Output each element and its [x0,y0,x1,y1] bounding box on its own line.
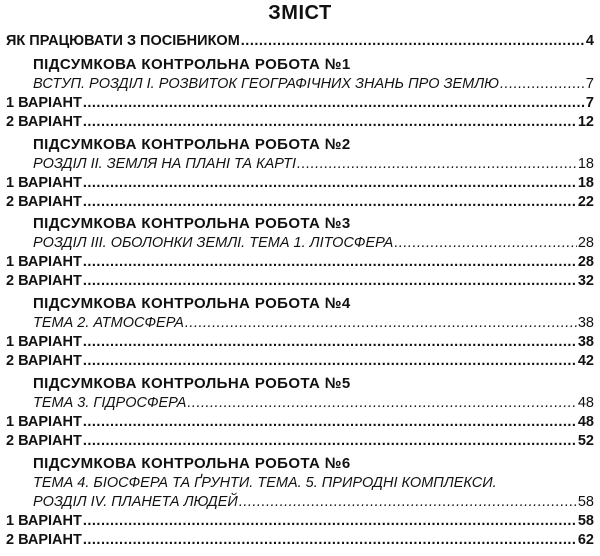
toc-entry-label: РОЗДІЛ ІІІ. ОБОЛОНКИ ЗЕМЛІ. ТЕМА 1. ЛІТОСФЕРА [33,235,394,251]
toc-page-number: 48 [577,395,594,411]
toc-entry-label: 1 ВАРІАНТ [6,513,82,529]
toc-entry-variant[interactable] [6,430,594,452]
toc-entry-label: 2 ВАРІАНТ [6,114,82,130]
toc-topic-line: ТЕМА 4. БІОСФЕРА ТА ҐРУНТИ. ТЕМА. 5. ПРИРОДНІ КОМПЛЕКСИ. [33,475,497,491]
toc-page-number: 32 [577,273,594,289]
toc-entry-label: 1 ВАРІАНТ [6,175,82,191]
toc-page-number: 4 [585,33,594,49]
toc-entry-label: 2 ВАРІАНТ [6,433,82,449]
toc-page-number: 28 [577,254,594,270]
toc-entry-variant[interactable] [6,350,594,372]
toc-page-number: 58 [577,513,594,529]
leader-dots [83,430,577,452]
toc-entry-label: 2 ВАРІАНТ [6,194,82,210]
toc-entry-label: 1 ВАРІАНТ [6,95,82,111]
toc-entry-label: ТЕМА 2. АТМОСФЕРА [33,315,184,331]
toc-entry-intro[interactable] [6,30,594,52]
toc-entry-variant[interactable] [6,191,594,213]
toc-entry-label: 1 ВАРІАНТ [6,414,82,430]
toc-page-number: 58 [577,494,594,510]
toc-page-number: 18 [577,175,594,191]
toc-page-number: 38 [577,315,594,331]
toc-entry-label: 2 ВАРІАНТ [6,532,82,548]
toc-entry-label: ЯК ПРАЦЮВАТИ З ПОСІБНИКОМ [6,33,240,49]
toc-entry-variant[interactable] [6,270,594,292]
toc-page-number: 48 [577,414,594,430]
toc-page-number: 42 [577,353,594,369]
leader-dots [83,529,577,551]
toc-page-number: 62 [577,532,594,548]
toc-entry-label: ВСТУП. РОЗДІЛ І. РОЗВИТОК ГЕОГРАФІЧНИХ ЗНАНЬ ПРО ЗЕМЛЮ [33,76,500,92]
section-heading: ПІДСУМКОВА КОНТРОЛЬНА РОБОТА №6 [33,455,351,472]
section-heading: ПІДСУМКОВА КОНТРОЛЬНА РОБОТА №3 [33,215,351,232]
toc-page-number: 12 [577,114,594,130]
toc-entry-variant[interactable] [6,111,594,133]
toc-page-number: 38 [577,334,594,350]
section-heading: ПІДСУМКОВА КОНТРОЛЬНА РОБОТА №4 [33,295,351,312]
leader-dots [83,111,577,133]
toc-entry-variant[interactable] [6,529,594,551]
toc-entry-label: 2 ВАРІАНТ [6,273,82,289]
leader-dots [83,191,577,213]
section-heading: ПІДСУМКОВА КОНТРОЛЬНА РОБОТА №2 [33,136,351,153]
toc-page-number: 28 [577,235,594,251]
toc-entry-label: РОЗДІЛ IV. ПЛАНЕТА ЛЮДЕЙ [33,494,238,510]
toc-page-number: 7 [585,76,594,92]
toc-entry-label: 1 ВАРІАНТ [6,254,82,270]
leader-dots [83,350,577,372]
toc-entry-label: 1 ВАРІАНТ [6,334,82,350]
toc-entry-label: РОЗДІЛ ІІ. ЗЕМЛЯ НА ПЛАНІ ТА КАРТІ [33,156,297,172]
toc-entry-label: ТЕМА 3. ГІДРОСФЕРА [33,395,187,411]
toc-page-number: 18 [577,156,594,172]
leader-dots [241,30,585,52]
page-title: ЗМІСТ [268,2,332,24]
toc-entry-label: 2 ВАРІАНТ [6,353,82,369]
leader-dots [83,270,577,292]
toc-page-number: 7 [585,95,594,111]
toc-page-number: 52 [577,433,594,449]
section-heading: ПІДСУМКОВА КОНТРОЛЬНА РОБОТА №5 [33,375,351,392]
toc-page-number: 22 [577,194,594,210]
section-heading: ПІДСУМКОВА КОНТРОЛЬНА РОБОТА №1 [33,56,351,73]
